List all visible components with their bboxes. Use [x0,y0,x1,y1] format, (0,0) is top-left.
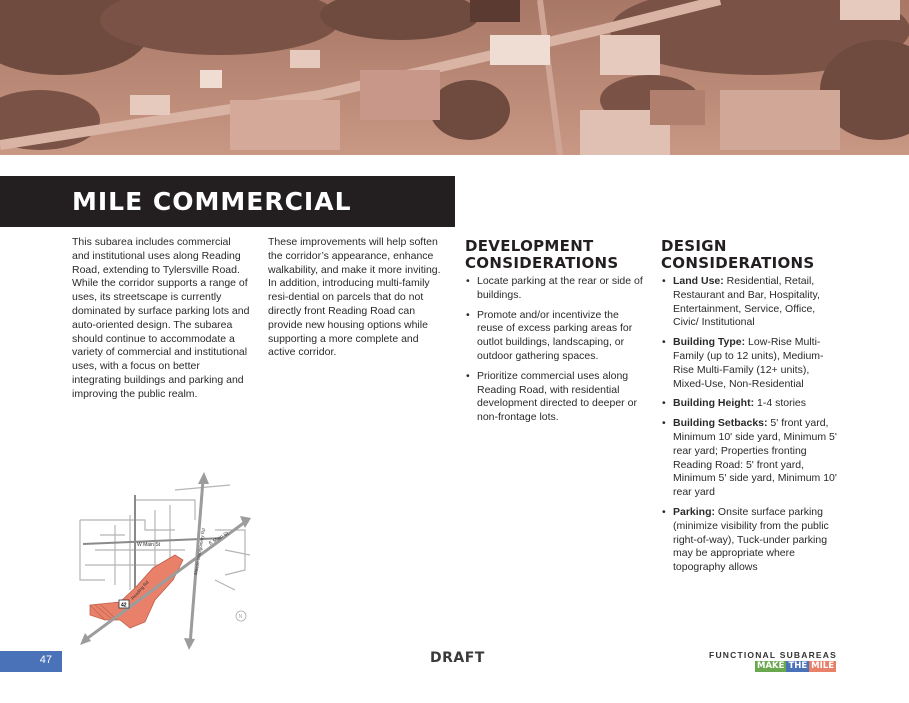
design-considerations [661,238,841,581]
make-the-mile-logo: MAKE THE MILE [757,661,834,671]
page-title: MILE COMMERCIAL [72,187,352,216]
draft-watermark: DRAFT [430,650,485,666]
map-label-mason-montgomery: Mason-Montgomery Rd [193,527,207,576]
development-heading: DEVELOPMENT CONSIDERATIONS [465,237,619,272]
route-shield: 42 [121,602,127,609]
page-number-badge [0,651,62,672]
list-item: • Building Setbacks: 5' front yard, Minimum 10' side yard, Minimum 5' rear yard; Properties fronting Reading Road: 5' front yard, Minimum 5' side yard, Minimum 10' rear yard [661,417,841,500]
north-label: N [238,614,243,620]
map-label-e-main: E Main St [208,530,230,547]
design-heading: DESIGN CONSIDERATIONS [661,237,815,272]
development-list [465,275,643,425]
list-item: • Land Use: Residential, Retail, Restaurant and Bar, Hospitality, Entertainment, Service, Office, Civic/ Institutional [661,275,841,330]
development-considerations [465,238,643,431]
map-label-w-main: W Main St [137,542,161,548]
list-item: • Building Height: 1-4 stories [661,397,841,411]
list-item: • Locate parking at the rear or side of buildings. [465,275,643,303]
page-number: 47 [39,654,52,666]
list-item: • Promote and/or incentivize the reuse of excess parking areas for outlot buildings, landscaping, or outdoor gathering spaces. [465,309,643,364]
design-list [661,275,841,575]
section-label: FUNCTIONAL SUBAREAS [709,650,837,660]
map-label-reading: Reading Rd [130,579,150,601]
aerial-photo [0,0,909,155]
intro-paragraph-1: This subarea includes commercial and institutional uses along Reading Road, extending to Tylersville Road. While the corridor supports a range of uses, its streetscape is currently dominated by surface parking lots and auto-oriented design. The subarea should continue to accommodate a variety of commercial and institutional uses, with a focus on better integrating buildings and parking and improving the public realm. [72,236,250,400]
list-item: • Prioritize commercial uses along Reading Road, with residential development directed to deeper or non-frontage lots. [465,370,643,425]
list-item: • Parking: Onsite surface parking (minimize visibility from the public right-of-way), Tuck-under parking may be appropriate where topography allows [661,506,841,575]
list-item: • Building Type: Low-Rise Multi-Family (up to 12 units), Medium-Rise Multi-Family (12+ units), Mixed-Use, Non-Residential [661,336,841,391]
intro-paragraph-2: These improvements will help soften the corridor’s appearance, enhance walkability, and make it more inviting. In addition, introducing multi-family resi-dential on parcels that do not directly front Reading Road can provide new housing options while supporting a more complete and active corridor. [268,236,441,359]
title-bar [0,176,455,227]
subarea-key-map [75,470,255,650]
